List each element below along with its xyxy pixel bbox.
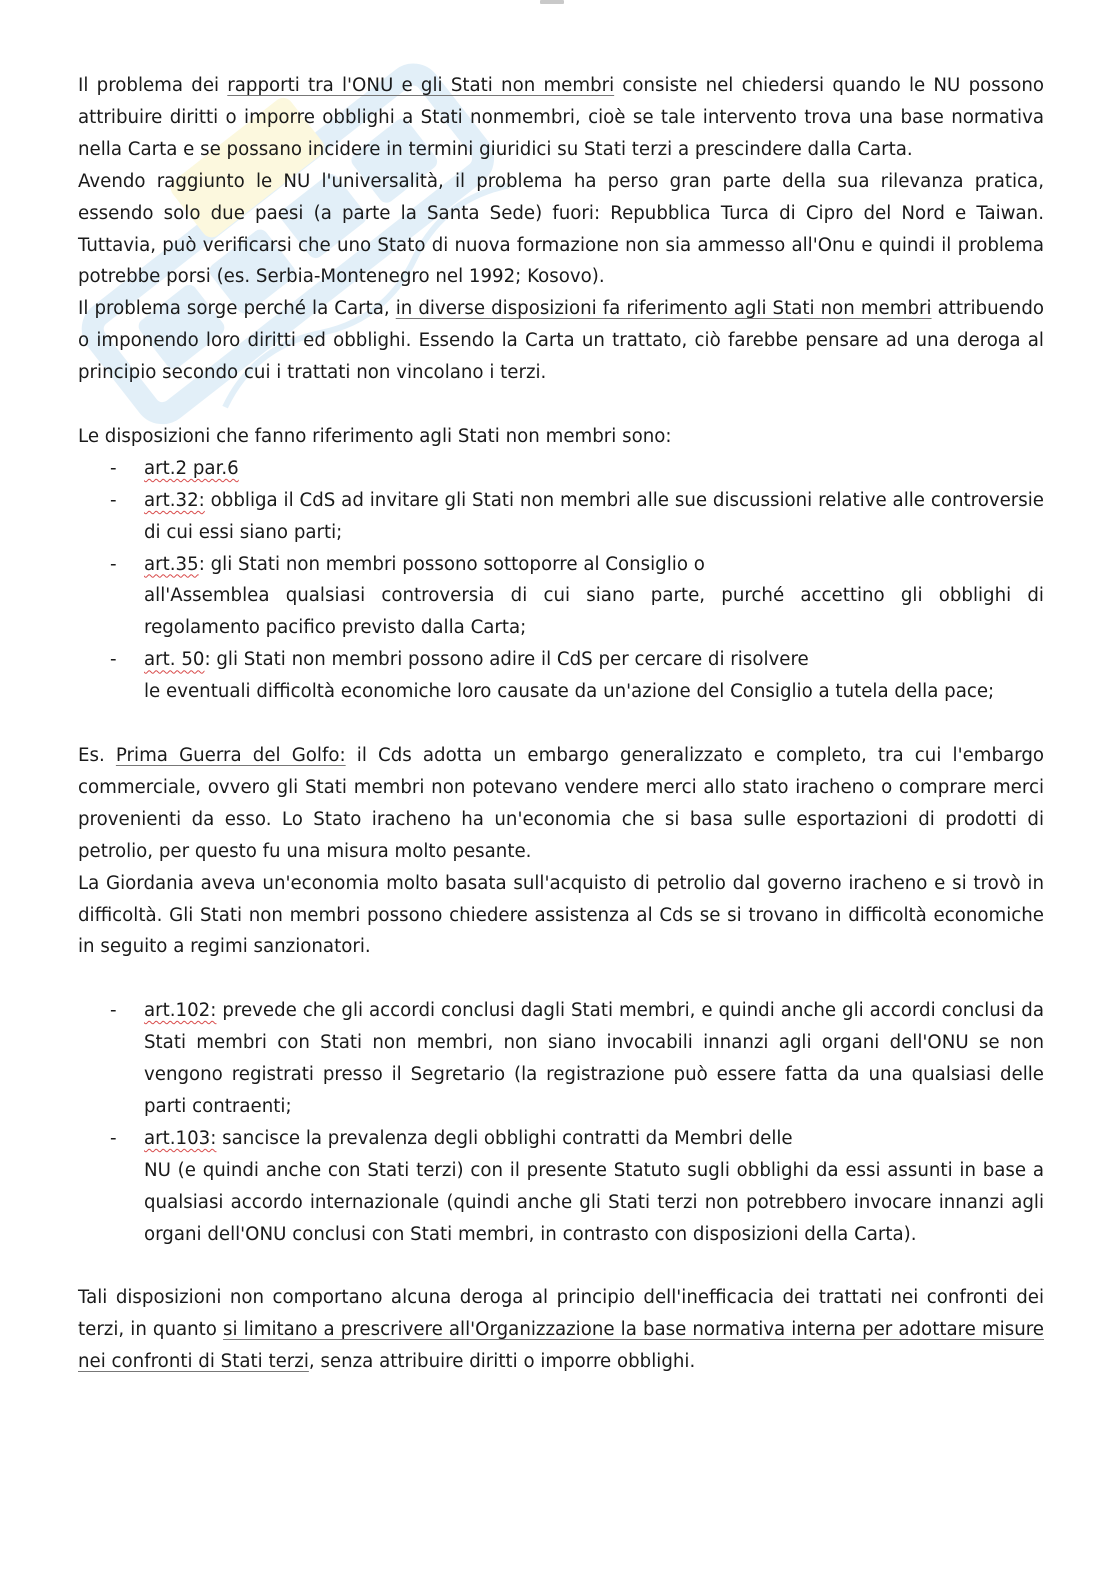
paragraph-giordania: La Giordania aveva un'economia molto basata sull'acquisto di petrolio dal governo iracheno e si trovò in difficoltà. Gli Stati non membri possono chiedere assistenza al Cds se si trovano in difficoltà economiche in seguito a regimi sanzionatori. <box>78 872 1044 958</box>
list-item-continuation: NU (e quindi anche con Stati terzi) con il presente Statuto sugli obblighi da essi assunti in base a qualsiasi accordo internazionale (quindi anche gli Stati terzi non potrebbero invocare innanzi agli organi dell'ONU conclusi con Stati membri, in contrasto con disposizioni della Carta). <box>144 1159 1044 1245</box>
list-item: - art.35: gli Stati non membri possono sottoporre al Consiglio o <box>110 553 705 575</box>
article-ref: art. 50 <box>144 649 205 671</box>
article-ref: art.35 <box>144 553 199 575</box>
underlined-phrase: in diverse disposizioni fa riferimento agli Stati non membri <box>395 298 932 320</box>
article-ref: art.2 par.6 <box>144 457 239 479</box>
paragraph-problem: Il problema sorge perché la Carta, in diverse disposizioni fa riferimento agli Stati non membri attribuendo o imponendo loro diritti ed obblighi. Essendo la Carta un trattato, ciò farebbe pensare ad una deroga al principio secondo cui i trattati non vincolano i terzi. <box>78 298 1044 384</box>
list-item-continuation: le eventuali difficoltà economiche loro causate da un'azione del Consiglio a tutela della pace; <box>144 681 995 703</box>
paragraph-example: Es. Prima Guerra del Golfo: il Cds adotta un embargo generalizzato e completo, tra cui l'embargo commerciale, ovvero gli Stati membri non potevano vendere merci allo stato iracheno o comprare merci provenienti da esso. Lo Stato iracheno ha un'economia che si basa sulle esportazioni di prodotti di petrolio, per questo fu una misura molto pesante. <box>78 745 1045 862</box>
list-item: - art.32: obbliga il CdS ad invitare gli Stati non membri alle sue discussioni relative alle controversie di cui essi siano parti; <box>110 489 1044 543</box>
paragraph-universality: Avendo raggiunto le NU l'universalità, il problema ha perso gran parte della sua rilevanza pratica, essendo solo due paesi (a parte la Santa Sede) fuori: Repubblica Turca di Cipro del Nord e Taiwan. Tuttavia, può verificarsi che uno Stato di nuova formazione non sia ammesso all'Onu e quindi il problema potrebbe porsi (es. Serbia-Montenegro nel 1992; Kosovo). <box>78 170 1044 288</box>
articles-list-2 <box>78 995 1044 1250</box>
article-ref: art.102: <box>144 1000 217 1022</box>
paragraph-intro: Il problema dei rapporti tra l'ONU e gli Stati non membri consiste nel chiedersi quando le NU possono attribuire diritti o imporre obblighi a Stati nonmembri, cioè se tale intervento trova una base normativa nella Carta e se possano incidere in termini giuridici su Stati terzi a prescindere dalla Carta. <box>78 75 1044 160</box>
list-item: - art.2 par.6 <box>110 457 239 479</box>
list-item: - art.103: sancisce la prevalenza degli obblighi contratti da Membri delle <box>110 1127 793 1149</box>
example-title: Prima Guerra del Golfo: <box>115 745 346 766</box>
article-ref: art.32: <box>144 489 205 511</box>
underlined-topic: rapporti tra l'ONU e gli Stati non membri <box>227 75 615 96</box>
document-body <box>78 70 1044 1378</box>
list-item: - art.102: prevede che gli accordi conclusi dagli Stati membri, e quindi anche gli accordi conclusi da Stati membri con Stati non membri, non siano invocabili innanzi agli organi dell'ONU se non vengono registrati presso il Segretario (la registrazione può essere fatta da una qualsiasi delle parti contraenti; <box>110 1000 1044 1117</box>
underlined-conclusion: si limitano a prescrivere all'Organizzazione la base normativa interna per adottare misure nei confronti di Stati terzi <box>78 1319 1044 1373</box>
article-ref: art.103: <box>144 1127 217 1149</box>
page-header-mark <box>540 0 564 4</box>
articles-list <box>78 453 1044 708</box>
paragraph-conclusion: Tali disposizioni non comportano alcuna deroga al principio dell'inefficacia dei trattati nei confronti dei terzi, in quanto si limitano a prescrivere all'Organizzazione la base normativa interna per adottare misure nei confronti di Stati terzi, senza attribuire diritti o imporre obblighi. <box>78 1287 1044 1373</box>
paragraph-list-intro: Le disposizioni che fanno riferimento agli Stati non membri sono: <box>78 425 672 447</box>
list-item-continuation: all'Assemblea qualsiasi controversia di cui siano parte, purché accettino gli obblighi di regolamento pacifico previsto dalla Carta; <box>144 585 1044 639</box>
list-item: - art. 50: gli Stati non membri possono adire il CdS per cercare di risolvere <box>110 649 809 671</box>
